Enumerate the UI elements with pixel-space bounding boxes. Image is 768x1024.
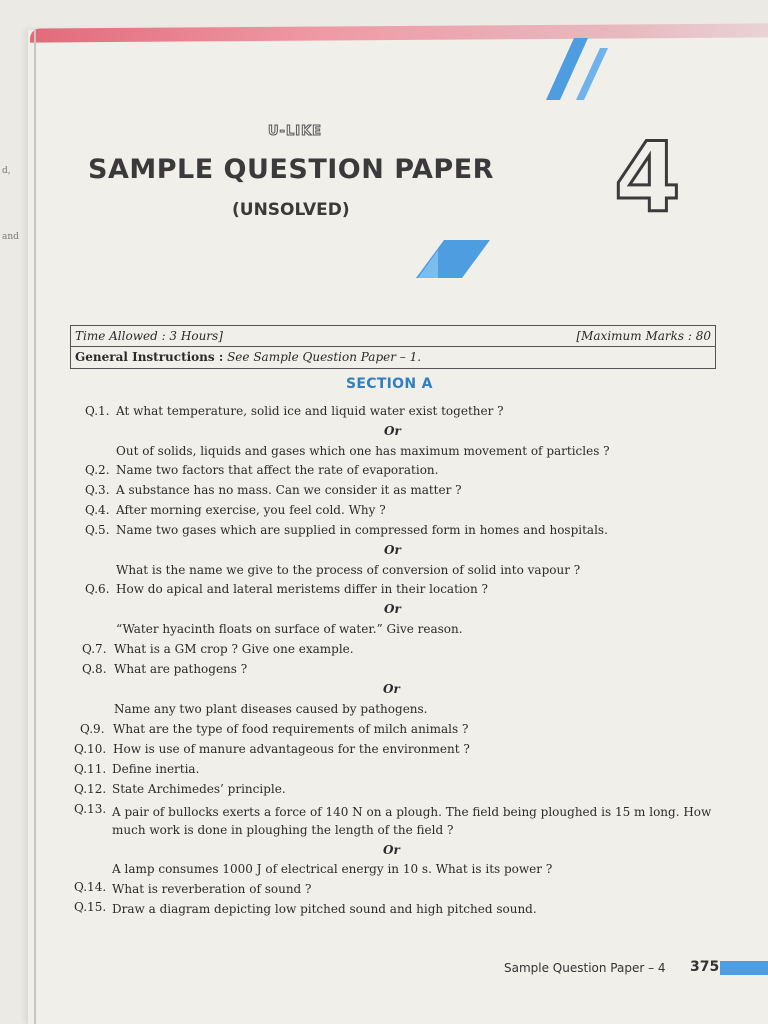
question-number: Q.15.	[74, 900, 107, 914]
footer-accent-bar	[720, 961, 768, 975]
brand-logo: U-LIKE	[268, 124, 323, 139]
question-number: Q.10.	[74, 742, 107, 756]
question-number: Q.14.	[74, 880, 107, 894]
info-row-time-marks	[71, 326, 715, 347]
question-text: At what temperature, solid ice and liquid water exist together ?	[116, 404, 504, 418]
info-row-instructions	[71, 347, 715, 367]
question-text: much work is done in ploughing the length of the field ?	[112, 823, 454, 837]
paper-number: 4	[614, 122, 681, 234]
question-number: Q.5.	[85, 523, 110, 537]
question-text: Name two gases which are supplied in compressed form in homes and hospitals.	[116, 523, 608, 537]
question-text: A lamp consumes 1000 J of electrical energy in 10 s. What is its power ?	[112, 862, 553, 876]
instructions-label: General Instructions :	[75, 350, 224, 364]
question-number: Q.2.	[85, 463, 110, 477]
parallelogram-decoration	[416, 236, 492, 280]
question-text: How do apical and lateral meristems differ in their location ?	[116, 582, 488, 596]
question-text: “Water hyacinth floats on surface of water.” Give reason.	[116, 622, 463, 636]
page-subtitle: (UNSOLVED)	[232, 200, 350, 220]
or-separator: Or	[383, 682, 400, 696]
question-text: How is use of manure advantageous for the environment ?	[113, 742, 470, 756]
question-number: Q.13.	[74, 802, 107, 816]
question-number: Q.12.	[74, 782, 107, 796]
question-text: What is reverberation of sound ?	[112, 882, 312, 896]
question-text: After morning exercise, you feel cold. Why ?	[116, 503, 386, 517]
question-text: What are the type of food requirements of milch animals ?	[113, 722, 469, 736]
page-number: 375	[690, 959, 720, 975]
question-number: Q.8.	[82, 662, 107, 676]
question-number: Q.4.	[85, 503, 110, 517]
maximum-marks: [Maximum Marks : 80	[576, 329, 711, 343]
question-text: What are pathogens ?	[114, 662, 248, 676]
question-text: Name any two plant diseases caused by pathogens.	[114, 702, 428, 716]
question-text: State Archimedes’ principle.	[112, 782, 286, 796]
time-allowed: Time Allowed : 3 Hours]	[75, 329, 223, 343]
instructions-text: See Sample Question Paper – 1.	[223, 350, 422, 364]
margin-fragment: and	[2, 232, 19, 242]
page-title: SAMPLE QUESTION PAPER	[88, 154, 494, 185]
footer-label: Sample Question Paper – 4	[504, 961, 666, 975]
question-text: A substance has no mass. Can we consider it as matter ?	[116, 483, 462, 497]
or-separator: Or	[384, 424, 401, 438]
question-text: What is the name we give to the process of conversion of solid into vapour ?	[116, 563, 581, 577]
question-number: Q.11.	[74, 762, 107, 776]
or-separator: Or	[384, 602, 401, 616]
question-number: Q.1.	[85, 404, 110, 418]
question-text: Define inertia.	[112, 762, 200, 776]
section-heading: SECTION A	[346, 376, 433, 392]
or-separator: Or	[383, 843, 400, 857]
question-number: Q.9.	[80, 722, 105, 736]
question-text: A pair of bullocks exerts a force of 140 N on a plough. The field being ploughed is 15 m long. How	[112, 805, 712, 819]
info-box	[70, 325, 716, 369]
question-text: Name two factors that affect the rate of evaporation.	[116, 463, 439, 477]
question-text: What is a GM crop ? Give one example.	[114, 642, 354, 656]
question-number: Q.3.	[85, 483, 110, 497]
or-separator: Or	[384, 543, 401, 557]
question-number: Q.6.	[85, 582, 110, 596]
question-number: Q.7.	[82, 642, 107, 656]
margin-fragment: d,	[2, 166, 11, 176]
question-text: Draw a diagram depicting low pitched sound and high pitched sound.	[112, 902, 537, 916]
binding-edge	[34, 30, 36, 1024]
corner-stripes-decoration	[540, 34, 612, 100]
question-text: Out of solids, liquids and gases which one has maximum movement of particles ?	[116, 444, 610, 458]
